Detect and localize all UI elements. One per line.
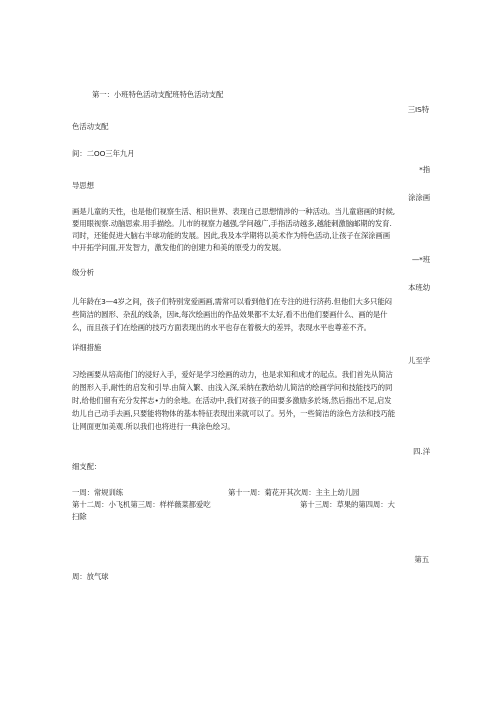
paragraph-line: 司时，还能促进大脑右半球功能的发展。因此,我及本学期将以美术作为特色活动,让孩子在深涂画画 (72, 231, 391, 240)
section-heading-tail: 四.洋 (413, 447, 430, 456)
section-heading-head: 导思想 (72, 181, 94, 190)
paragraph-line: 幼儿自己动手去画,只要能将物体的基本特征表现出来就可以了。另外，一些简洁的涂色方法和技巧能 (72, 409, 396, 418)
time-line: 间：二OO三年九月 (72, 149, 135, 158)
paragraph-line: 中开拓学问面,开发智力，激发他们的创建力和美的原受力的发展。 (72, 243, 286, 252)
schedule-item: 第十二周：小飞机第三周：样样薇菜都爱吃 (72, 500, 211, 509)
paragraph-lead: 儿至学 (408, 356, 430, 365)
paragraph-lead: 涂涂画 (408, 193, 430, 202)
schedule-item-cont: 周：放气球 (72, 572, 109, 581)
schedule-item: 第十一周：菊花开其次周：主主上幼儿园 (228, 488, 360, 497)
paragraph-line: 的图形入手,耐性的启发和引导.由简入繁、由浅入深,采纳在教给幼儿简洁的绘画学问和技能技巧的同 (72, 383, 393, 392)
paragraph-line: 习绘画要从培高他门的浸好入手，爱好是学习绘画的动力，也是求知和成才的起点。我们首先从简沾 (72, 370, 393, 379)
section-heading-tail: 三IS特 (407, 105, 429, 114)
section-heading-tail: *指 (419, 165, 430, 174)
paragraph-line: 画是儿童的天性，也是他们视察生活、相识世界、表现自己思想情涉的一种活动。当儿童寤画的时候, (72, 207, 396, 216)
section-heading-head: 色活动支配 (72, 122, 109, 131)
paragraph-line: 儿年龄在3—4岁之间，孩子们特别宠爱画画,需常可以看到他们在专注的进行济药.但他们大多只能闷 (72, 297, 392, 306)
paragraph-line: 让网面更加美观.所以我们也将进行一典涂色绘习。 (72, 422, 235, 431)
section-heading-tail: —*班 (411, 255, 430, 264)
schedule-item: 第十三周：草果的第四周：大 (300, 500, 395, 509)
schedule-item-cont: 扫除 (72, 512, 87, 521)
paragraph-line: 时,给他们留有充分发挥志•力的余地。在活动中,我们对孩子的田要多激励多於场,然后指出不足,启发 (72, 396, 392, 405)
section-heading-head: 级分析 (72, 268, 94, 277)
section-heading: 详细措施 (72, 343, 102, 352)
schedule-item: 一周：常规训练 (72, 488, 124, 497)
paragraph-line: 些简洁的圆形、杂乱的线条，因it,每次绘画出的作品效果都不太好,看不出他们要画什么、画的是什 (72, 310, 388, 319)
document-title: 第一：小班特色活动支配班特色活动支配 (92, 90, 224, 99)
paragraph-lead: 本班幼 (408, 283, 430, 292)
paragraph-line: 要用眼视察.动脑思索.用手描绘。儿市的视察力越强,学问越广,手指活动越多,越能刺激脑邮期的发育. (72, 219, 392, 228)
section-heading-head: 细支配： (72, 462, 102, 471)
paragraph-line: 么，而且孩子们在绘画的技巧方面表现出的水平也存在着极大的差异，表现水平也尊差不齐。 (72, 323, 371, 332)
schedule-item-head: 第五 (414, 555, 429, 564)
